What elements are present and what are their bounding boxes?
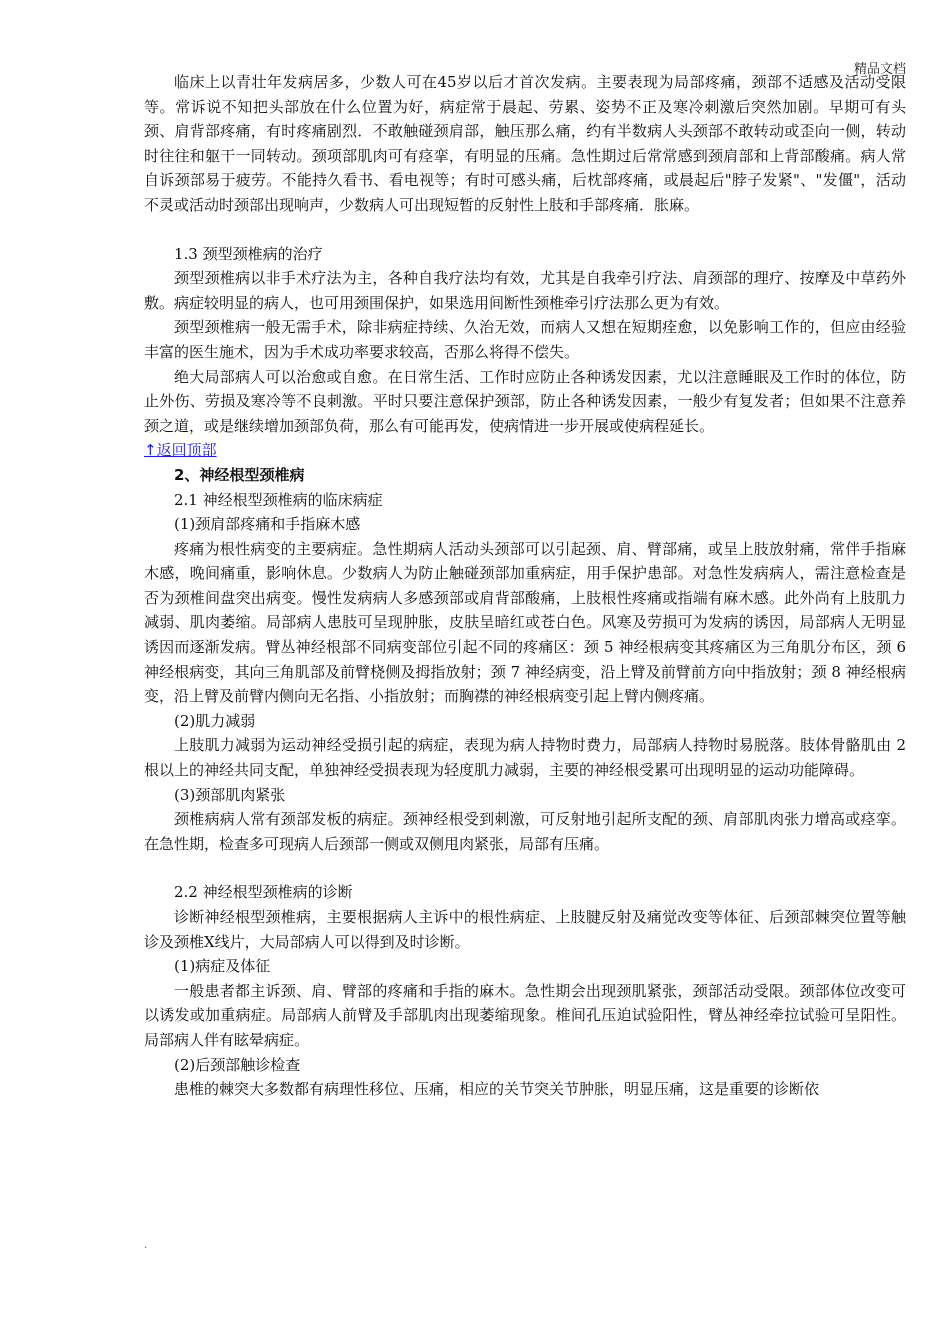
paragraph: 患椎的棘突大多数都有病理性移位、压痛，相应的关节突关节肿胀，明显压痛，这是重要的诊断依 [174, 1080, 820, 1099]
paragraph: 一般患者都主诉颈、肩、臂部的疼痛和手指的麻木。急性期会出现颈肌紧张，颈部活动受限。颈部体位改变可以诱发或加重病症。局部病人前臂及手部肌肉出现萎缩现象。椎间孔压迫试验阳性，臂丛神经牵拉试验可呈阳性。局部病人伴有眩晕病症。 [144, 981, 906, 1049]
paragraph: 颈型颈椎病以非手术疗法为主，各种自我疗法均有效，尤其是自我牵引疗法、肩颈部的理疗、按摩及中草药外敷。病症较明显的病人，也可用颈围保护，如果选用间断性颈椎牵引疗法那么更为有效。 [144, 269, 906, 312]
header-mark: 精品文档 [853, 62, 906, 77]
paragraph: 疼痛为根性病变的主要病症。急性期病人活动头颈部可以引起颈、肩、臂部痛，或呈上肢放射痛，常伴手指麻木感，晚间痛重，影响休息。少数病人为防止触碰颈部加重病症，用手保护患部。对急性发病病人，需注意检查是否为颈椎间盘突出病变。慢性发病病人多感颈部或肩背部酸痛，上肢根性疼痛或指端有麻木感。此外尚有上肢肌力减弱、肌肉萎缩。局部病人患肢可呈现肿胀，皮肤呈暗红或苍白色。风寒及劳损可为发病的诱因，局部病人无明显诱因而逐渐发病。臂丛神经根部不同病变部位引起不同的疼痛区：颈 5 神经根病变其疼痛区为三角肌分布区，颈 6 神经根病变，其向三角肌部及前臂桡侧及拇指放射；颈 7 神经病变，沿上臂及前臂前方向中指放射；颈 8 神经根病变，沿上臂及前臂内侧向无名指、小指放射；而胸襟的神经根病变引起上臂内侧疼痛。 [144, 539, 906, 706]
spacer [144, 218, 906, 242]
paragraph: 颈型颈椎病一般无需手术，除非病症持续、久治无效，而病人又想在短期痊愈，以免影响工作的，但应由经验丰富的医生施术，因为手术成功率要求较高，否那么将得不偿失。 [144, 318, 906, 361]
subsection-heading-1-3: 1.3 颈型颈椎病的治疗 [174, 244, 323, 263]
paragraph: 临床上以青壮年发病居多，少数人可在45岁以后才首次发病。主要表现为局部疼痛，颈部不适感及活动受限等。常诉说不知把头部放在什么位置为好，病症常于晨起、劳累、姿势不正及寒冷刺激后突然加剧。早期可有头颈、肩背部疼痛，有时疼痛剧烈．不敢触碰颈肩部，触压那么痛，约有半数病人头颈部不敢转动或歪向一侧，转动时往往和躯干一同转动。颈项部肌肉可有痉挛，有明显的压痛。急性期过后常常感到颈肩部和上背部酸痛。病人常自诉颈部易于疲劳。不能持久看书、看电视等；有时可感头痛，后枕部疼痛，或晨起后"脖子发紧"、"发僵"，活动不灵或活动时颈部出现响声，少数病人可出现短暂的反射性上肢和手部疼痛．胀麻。 [144, 73, 906, 214]
footer-mark: . [144, 1240, 148, 1251]
sub-heading: (2)后颈部触诊检查 [174, 1055, 301, 1074]
paragraph: 绝大局部病人可以治愈或自愈。在日常生活、工作时应防止各种诱发因素，尤以注意睡眠及工作时的体位，防止外伤、劳损及寒冷等不良刺激。平时只要注意保护颈部，防止各种诱发因素，一般少有复发者；但如果不注意养颈之道，或是继续增加颈部负荷，那么有可能再发，使病情进一步开展或使病程延长。 [144, 367, 906, 435]
section-title-2: 2、神经根型颈椎病 [174, 465, 305, 484]
spacer [144, 856, 906, 880]
subsection-heading-2-1: 2.1 神经根型颈椎病的临床病症 [174, 490, 383, 509]
paragraph: 颈椎病病人常有颈部发板的病症。颈神经根受到刺激，可反射地引起所支配的颈、肩部肌肉张力增高或痉挛。在急性期，检查多可现病人后颈部一侧或双侧甩肉紧张，局部有压痛。 [144, 810, 906, 853]
back-to-top-link[interactable]: ↑返回顶部 [144, 441, 217, 460]
sub-heading: (2)肌力减弱 [174, 711, 256, 730]
subsection-heading-2-2: 2.2 神经根型颈椎病的诊断 [174, 883, 353, 902]
paragraph: 诊断神经根型颈椎病，主要根据病人主诉中的根性病症、上肢腱反射及痛觉改变等体征、后颈部棘突位置等触诊及颈椎X线片，大局部病人可以得到及时诊断。 [144, 908, 906, 951]
sub-heading: (3)颈部肌肉紧张 [174, 785, 286, 804]
paragraph: 上肢肌力减弱为运动神经受损引起的病症，表现为病人持物时费力，局部病人持物时易脱落。肢体骨骼肌由 2 根以上的神经共同支配，单独神经受损表现为轻度肌力减弱，主要的神经根受累可出现明显的运动功能障碍。 [144, 736, 906, 780]
sub-heading: (1)病症及体征 [174, 957, 271, 976]
document-body [144, 70, 906, 1102]
sub-heading: (1)颈肩部疼痛和手指麻木感 [174, 515, 361, 534]
